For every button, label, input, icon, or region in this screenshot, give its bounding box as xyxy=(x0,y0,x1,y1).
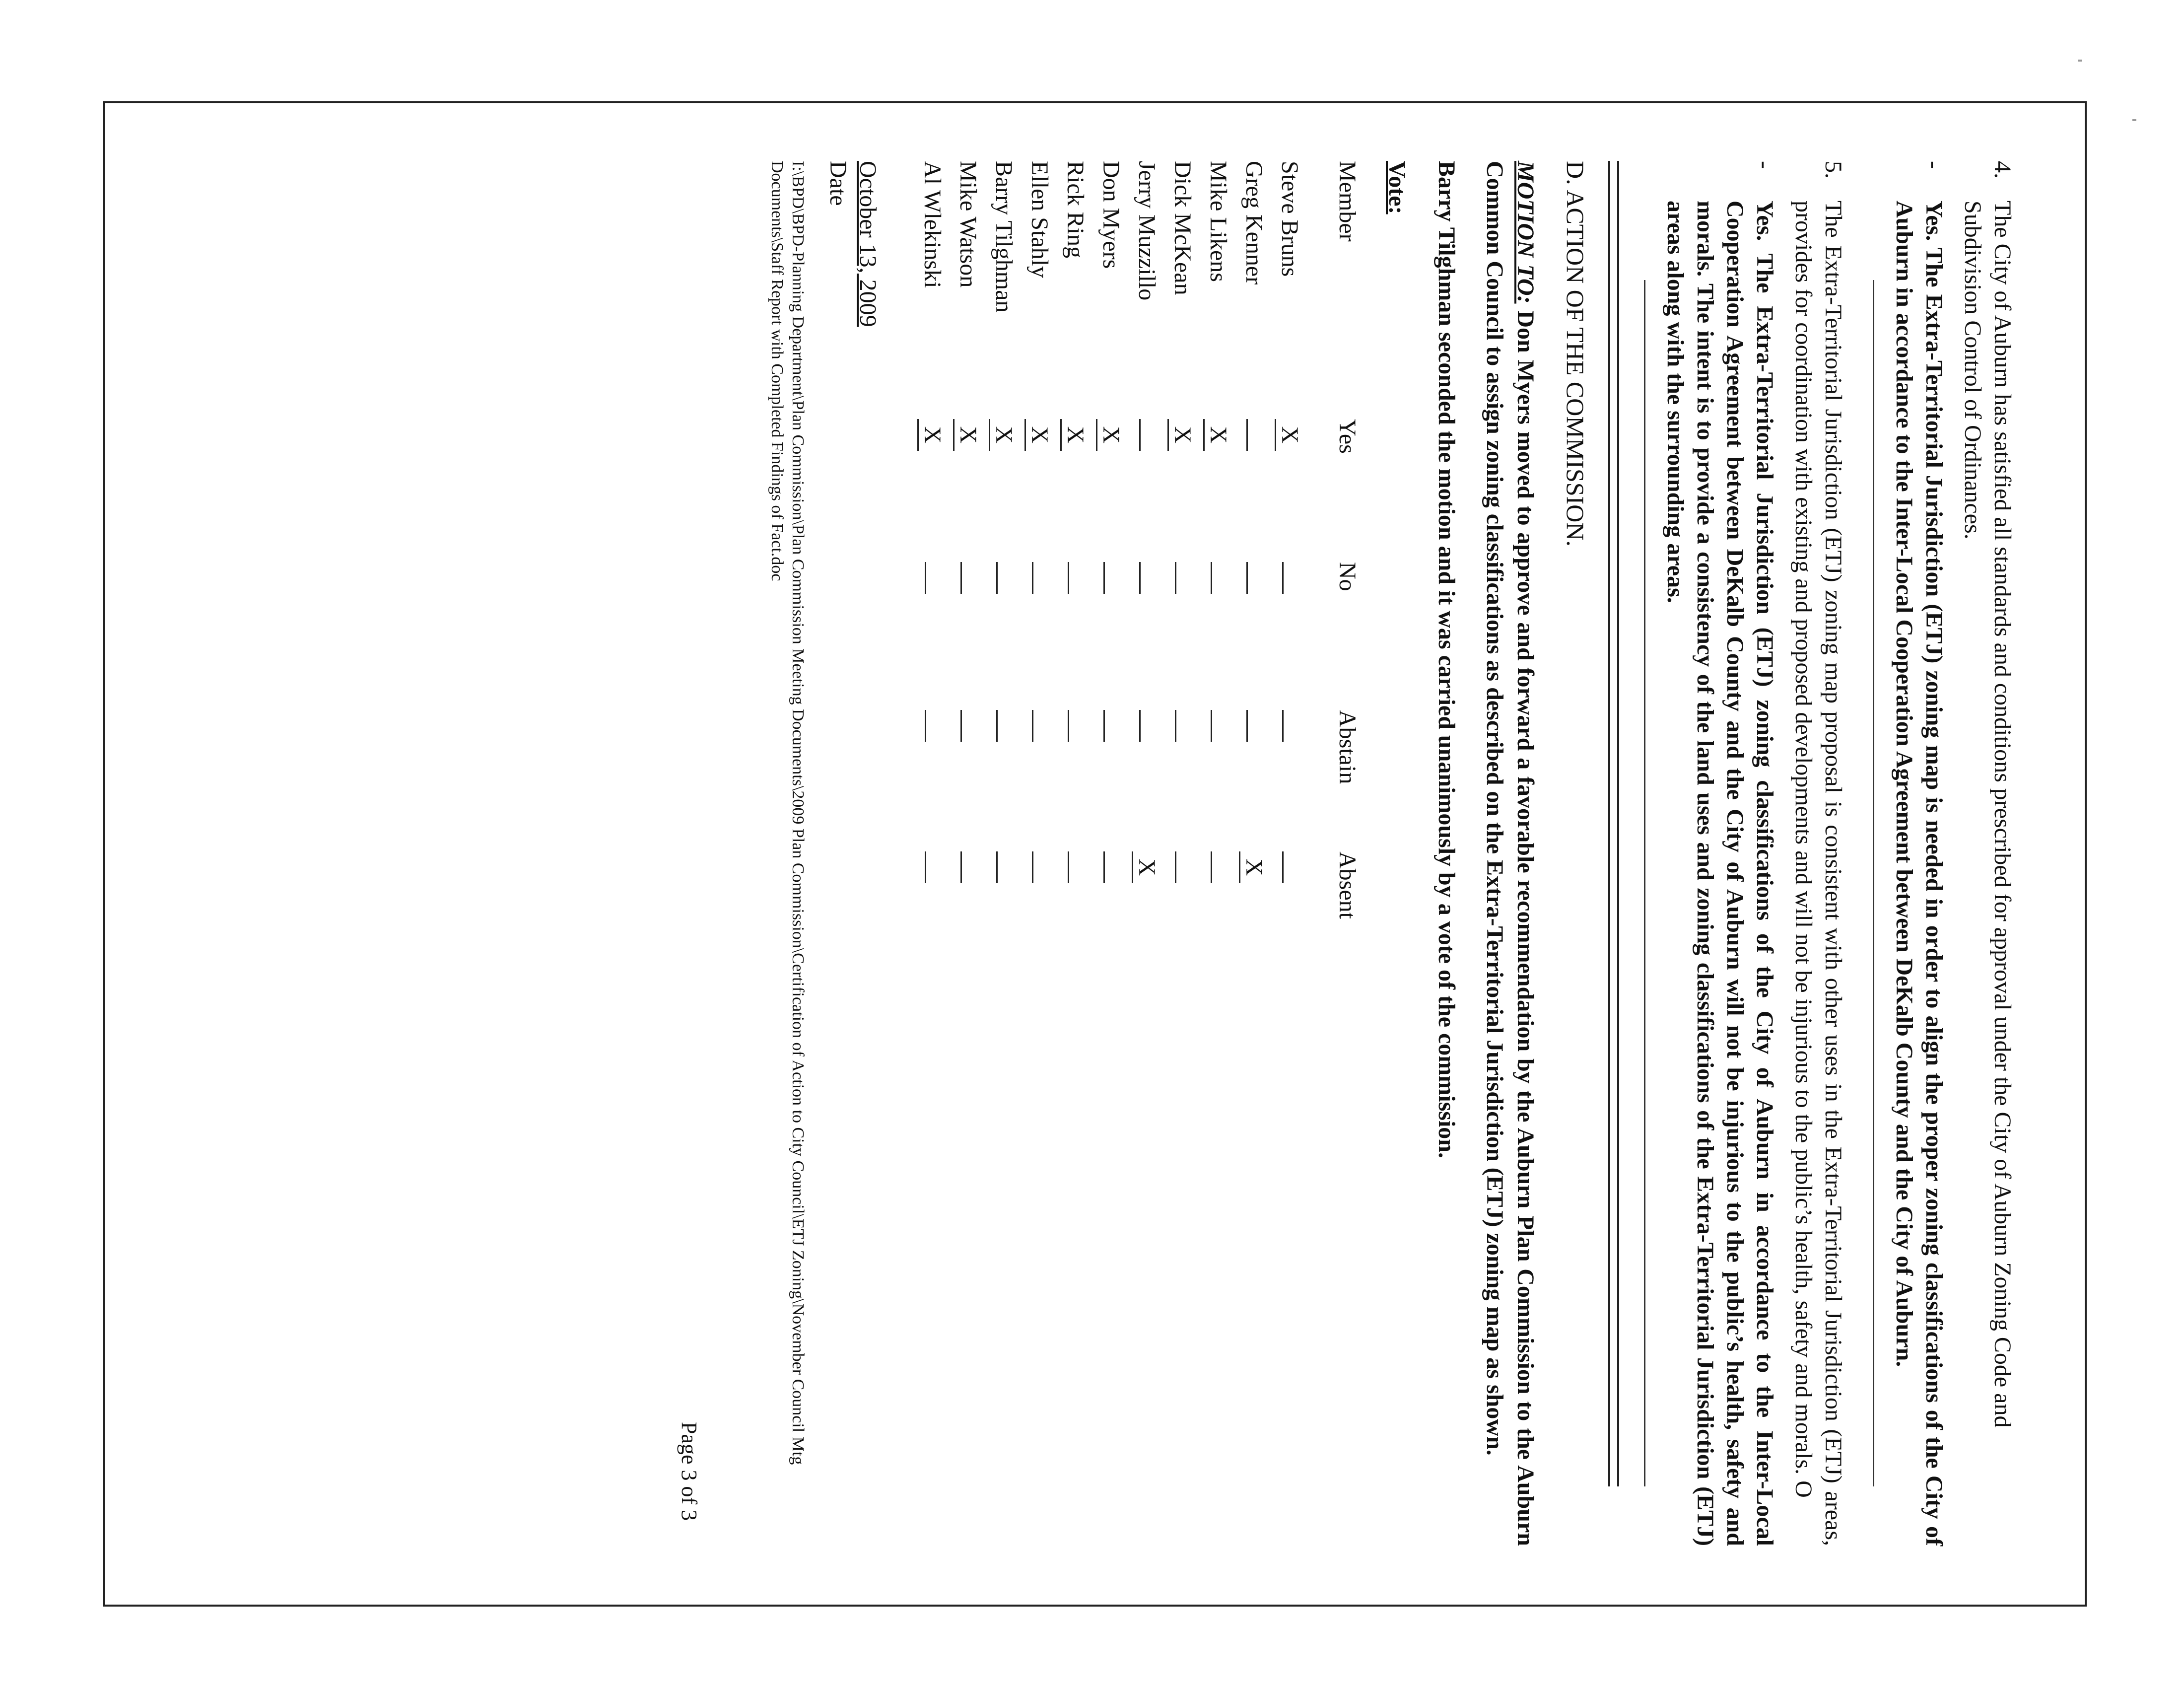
abstain-mark xyxy=(1139,710,1167,742)
abstain-cell xyxy=(1167,710,1203,851)
member-name: Rick Ring xyxy=(1062,161,1089,259)
member-name: Ellen Stahly xyxy=(1026,161,1053,278)
abstain-header: Abstain xyxy=(1334,710,1361,784)
absent-mark xyxy=(1211,851,1239,883)
vote-table xyxy=(917,161,1362,951)
no-cell xyxy=(953,562,989,710)
finding-item-5 xyxy=(1788,161,1848,1546)
abstain-mark xyxy=(1246,710,1275,742)
yes-cell xyxy=(1239,419,1275,562)
date-label: Date xyxy=(825,161,851,206)
vote-row xyxy=(953,161,989,951)
item-text: The Extra-Territorial Jurisdiction (ETJ) zoning map proposal is consistent with other uses in the Extra-Territorial Jurisdiction (ETJ) areas, provides for coordination with existing and proposed developments and will not be injurious to the public’s health, safety and morals. O xyxy=(1790,201,1846,1546)
no-mark xyxy=(925,562,953,594)
yes-mark xyxy=(1139,419,1167,451)
no-header: No xyxy=(1334,562,1361,591)
no-cell xyxy=(989,562,1024,710)
vote-row xyxy=(917,161,953,951)
no-cell xyxy=(1132,562,1167,710)
absent-mark xyxy=(996,851,1024,883)
absent-cell xyxy=(1239,851,1275,951)
yes-header: Yes xyxy=(1334,419,1361,454)
bullet-dash: - xyxy=(1921,161,1947,169)
absent-cell xyxy=(917,851,953,951)
member-name: Don Myers xyxy=(1098,161,1124,269)
yes-mark: X xyxy=(1275,419,1303,451)
yes-mark: X xyxy=(1203,419,1231,451)
yes-mark: X xyxy=(989,419,1017,451)
member-name: Dick McKean xyxy=(1169,161,1196,295)
member-name: Greg Kenner xyxy=(1241,161,1267,285)
abstain-mark xyxy=(996,710,1024,742)
no-mark xyxy=(1068,562,1096,594)
vote-row xyxy=(1096,161,1132,951)
no-cell xyxy=(1275,562,1310,710)
yes-mark: X xyxy=(1167,419,1196,451)
vote-row xyxy=(1203,161,1239,951)
finding-answer-5 xyxy=(1660,161,1779,1546)
yes-cell xyxy=(1024,419,1060,562)
absent-cell xyxy=(1203,851,1239,951)
no-mark xyxy=(996,562,1024,594)
motion-paragraph xyxy=(1479,161,1541,1546)
finding-text: Yes. The Extra-Territorial Jurisdiction (ETJ) zoning map is needed in order to align the proper zoning classifications of the City of Auburn in accordance to the Inter-Local Cooperation Agreement between DeKalb County and the City of Auburn. xyxy=(1891,201,1947,1546)
absent-cell xyxy=(1167,851,1203,951)
absent-cell xyxy=(1275,851,1310,951)
second-paragraph: Barry Tilghman seconded the motion and it was carried unanimously by a vote of the commission. xyxy=(1433,161,1460,1158)
absent-cell xyxy=(953,851,989,951)
no-cell xyxy=(1239,562,1275,710)
abstain-mark xyxy=(1032,710,1060,742)
no-cell xyxy=(1060,562,1096,710)
rotated-document xyxy=(103,101,2087,1607)
yes-cell xyxy=(1096,419,1132,562)
file-path: I:\BPD\BPD-Planning Department\Plan Commission\Plan Commission Meeting Documents\2009 Plan Commission\Certification of Action to City Council\ETJ Zoning\November Council Mtg Documents\Staff Report with Completed Findings of Fact.doc xyxy=(768,161,807,1465)
yes-cell xyxy=(989,419,1024,562)
yes-cell xyxy=(1275,419,1310,562)
absent-mark xyxy=(1103,851,1132,883)
yes-cell xyxy=(1203,419,1239,562)
yes-mark: X xyxy=(953,419,981,451)
vote-label: Vote: xyxy=(1384,161,1410,214)
vote-row xyxy=(1024,161,1060,951)
scan-speck xyxy=(2132,119,2136,121)
no-cell xyxy=(1096,562,1132,710)
item-number: 5. xyxy=(1820,161,1846,179)
no-cell xyxy=(1024,562,1060,710)
absent-cell xyxy=(989,851,1024,951)
vote-row xyxy=(989,161,1024,951)
yes-mark xyxy=(1246,419,1275,451)
absent-mark xyxy=(925,851,953,883)
member-name: Mike Likens xyxy=(1205,161,1231,282)
no-mark xyxy=(1282,562,1310,594)
absent-mark xyxy=(1068,851,1096,883)
finding-item-4 xyxy=(1958,161,2017,1546)
absent-header: Absent xyxy=(1334,851,1361,919)
double-divider xyxy=(1608,161,1619,1486)
yes-cell xyxy=(953,419,989,562)
yes-mark: X xyxy=(1060,419,1089,451)
absent-mark: X xyxy=(1239,851,1267,883)
divider xyxy=(1873,280,1874,1486)
absent-cell xyxy=(1024,851,1060,951)
page-number: Page 3 of 3 xyxy=(677,1422,701,1521)
abstain-cell xyxy=(1203,710,1239,851)
motion-label: MOTION TO: xyxy=(1512,161,1539,304)
abstain-cell xyxy=(1239,710,1275,851)
finding-answer-4 xyxy=(1889,161,1949,1546)
vote-row xyxy=(1167,161,1203,951)
section-title: D. ACTION OF THE COMMISSION. xyxy=(1562,161,1589,547)
finding-text: Yes. The Extra-Territorial Jurisdiction (ETJ) zoning classifications of the City of Auburn in accordance to the Inter-Local Cooperation Agreement between DeKalb County and the City of Auburn will not be injurious to the public’s health, safety and morals. The intent is to provide a consistency of the land uses and zoning classifications of the Extra-Territorial Jurisdiction (ETJ) areas along with the surrounding areas. xyxy=(1662,201,1778,1546)
scan-speck xyxy=(2078,60,2082,62)
absent-mark xyxy=(1175,851,1203,883)
abstain-cell xyxy=(1024,710,1060,851)
absent-cell xyxy=(1096,851,1132,951)
date-value: October 13, 2009 xyxy=(855,161,881,327)
document-body xyxy=(766,161,2017,1546)
motion-text: Don Myers moved to approve and forward a favorable recommendation by the Auburn Plan Commission to the Auburn Common Council to assign zoning classifications as described on the Extra-Territorial Jurisdiction (ETJ) zoning map as shown. xyxy=(1482,161,1539,1546)
absent-mark xyxy=(1032,851,1060,883)
yes-cell xyxy=(1132,419,1167,562)
yes-cell xyxy=(1167,419,1203,562)
yes-mark: X xyxy=(1096,419,1124,451)
vote-row xyxy=(1275,161,1310,951)
vote-row xyxy=(1132,161,1167,951)
no-mark xyxy=(1139,562,1167,594)
absent-cell xyxy=(1132,851,1167,951)
member-name: Steve Bruns xyxy=(1277,161,1303,277)
no-mark xyxy=(1103,562,1132,594)
vote-header-row xyxy=(1310,161,1362,951)
abstain-cell xyxy=(953,710,989,851)
abstain-mark xyxy=(1175,710,1203,742)
date-block xyxy=(823,161,883,1546)
absent-mark xyxy=(960,851,989,883)
yes-mark: X xyxy=(917,419,946,451)
abstain-mark xyxy=(1068,710,1096,742)
no-mark xyxy=(1211,562,1239,594)
member-name: Mike Watson xyxy=(955,161,981,288)
abstain-cell xyxy=(1132,710,1167,851)
no-cell xyxy=(1203,562,1239,710)
bullet-dash: - xyxy=(1752,161,1778,169)
item-number: 4. xyxy=(1989,161,2016,179)
member-name: Jerry Muzzillo xyxy=(1134,161,1160,301)
vote-row xyxy=(1239,161,1275,951)
absent-cell xyxy=(1060,851,1096,951)
abstain-mark xyxy=(1211,710,1239,742)
yes-cell xyxy=(917,419,953,562)
item-text: The City of Auburn has satisfied all standards and conditions prescribed for approval under the City of Auburn Zoning Code and Subdivision Control of Ordinances. xyxy=(1960,201,2016,1428)
no-mark xyxy=(1032,562,1060,594)
abstain-cell xyxy=(917,710,953,851)
no-mark xyxy=(1246,562,1275,594)
yes-cell xyxy=(1060,419,1096,562)
abstain-mark xyxy=(1282,710,1310,742)
abstain-cell xyxy=(989,710,1024,851)
abstain-cell xyxy=(1275,710,1310,851)
yes-mark: X xyxy=(1024,419,1053,451)
abstain-cell xyxy=(1060,710,1096,851)
vote-rows xyxy=(917,161,1310,951)
absent-mark: X xyxy=(1132,851,1160,883)
no-mark xyxy=(1175,562,1203,594)
abstain-cell xyxy=(1096,710,1132,851)
member-name: Al Wlekinski xyxy=(919,161,946,288)
abstain-mark xyxy=(960,710,989,742)
vote-row xyxy=(1060,161,1096,951)
absent-mark xyxy=(1282,851,1310,883)
no-mark xyxy=(960,562,989,594)
member-name: Barry Tilghman xyxy=(991,161,1017,313)
abstain-mark xyxy=(1103,710,1132,742)
member-header: Member xyxy=(1334,161,1361,242)
abstain-mark xyxy=(925,710,953,742)
no-cell xyxy=(1167,562,1203,710)
no-cell xyxy=(917,562,953,710)
divider xyxy=(1644,280,1645,1486)
